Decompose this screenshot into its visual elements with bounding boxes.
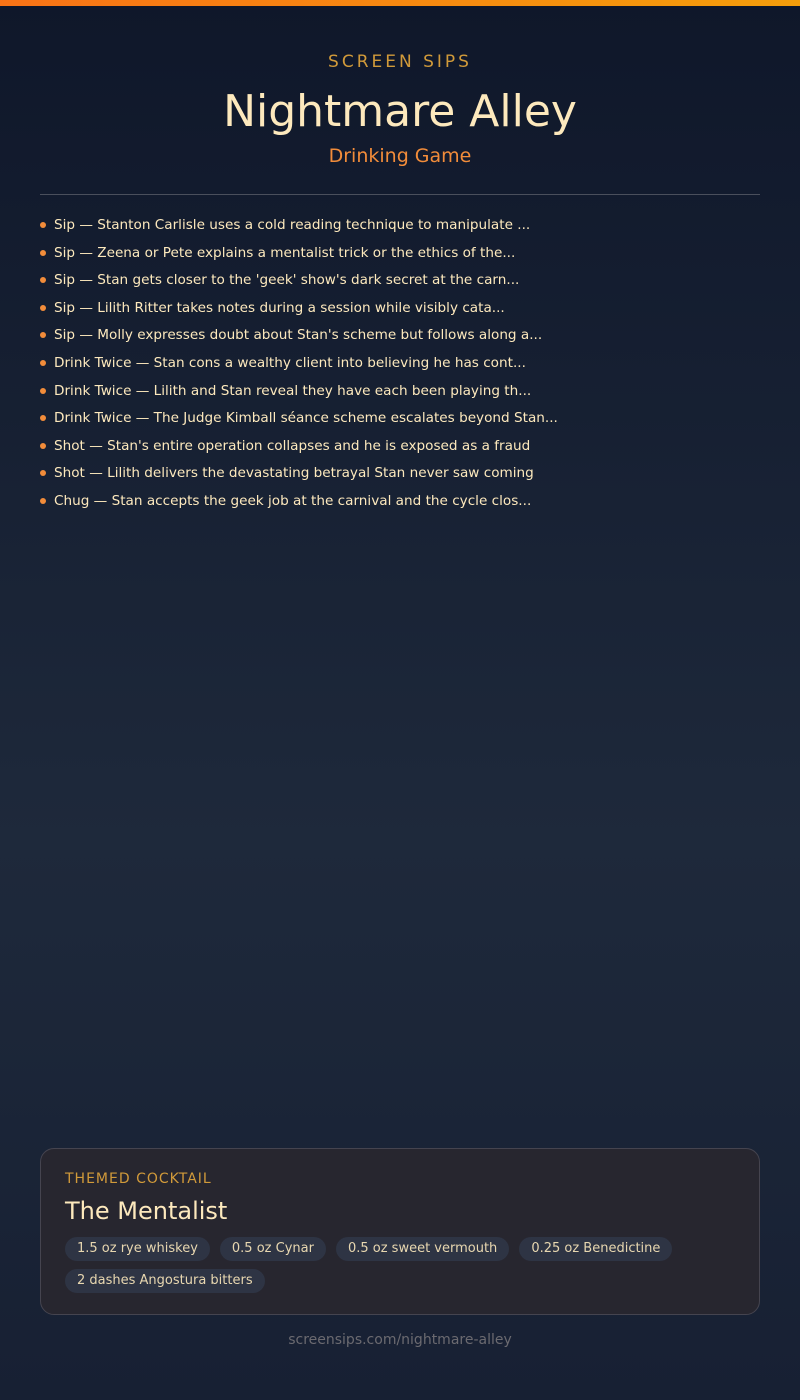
- rule-item: [40, 267, 760, 295]
- rule-item: [40, 460, 760, 488]
- rule-text: Drink Twice — The Judge Kimball séance scheme escalates beyond Stan...: [54, 410, 558, 427]
- rule-text: Shot — Stan's entire operation collapses and he is exposed as a fraud: [54, 437, 531, 454]
- brand-label: SCREEN SIPS: [328, 52, 472, 72]
- cocktail-label: THEMED COCKTAIL: [65, 1171, 212, 1187]
- bullet-icon: [40, 250, 46, 256]
- rule-item: [40, 350, 760, 378]
- ingredient-chip: 2 dashes Angostura bitters: [65, 1269, 265, 1293]
- rule-item: [40, 240, 760, 268]
- rule-item: [40, 378, 760, 406]
- rule-text: Drink Twice — Lilith and Stan reveal they have each been playing th...: [54, 382, 532, 399]
- rule-item: [40, 488, 760, 516]
- ingredient-chip: 0.5 oz sweet vermouth: [336, 1237, 509, 1261]
- rules-list: [40, 212, 760, 516]
- page-subtitle: Drinking Game: [328, 145, 472, 167]
- cocktail-card: [40, 1148, 760, 1315]
- bullet-icon: [40, 360, 46, 366]
- cocktail-name: The Mentalist: [65, 1197, 228, 1225]
- bullet-icon: [40, 277, 46, 283]
- header-divider: [40, 194, 760, 195]
- rule-item: [40, 433, 760, 461]
- rule-text: Sip — Stanton Carlisle uses a cold reading technique to manipulate ...: [54, 217, 531, 233]
- rule-text: Sip — Lilith Ritter takes notes during a session while visibly cata...: [54, 299, 505, 316]
- rule-text: Shot — Lilith delivers the devastating betrayal Stan never saw coming: [54, 465, 534, 482]
- bullet-icon: [40, 388, 46, 394]
- rule-text: Sip — Molly expresses doubt about Stan's scheme but follows along a...: [54, 327, 543, 344]
- rule-text: Sip — Stan gets closer to the 'geek' show's dark secret at the carn...: [54, 272, 520, 289]
- bullet-icon: [40, 222, 46, 228]
- rule-item: [40, 295, 760, 323]
- ingredient-chip: 0.25 oz Benedictine: [519, 1237, 672, 1261]
- rule-item: [40, 405, 760, 433]
- rule-item: [40, 212, 760, 240]
- footer-url: screensips.com/nightmare-alley: [288, 1332, 512, 1348]
- rule-text: Chug — Stan accepts the geek job at the carnival and the cycle clos...: [54, 492, 532, 509]
- top-accent-bar: [0, 0, 800, 6]
- ingredient-list: [65, 1237, 745, 1293]
- rule-text: Sip — Zeena or Pete explains a mentalist trick or the ethics of the...: [54, 244, 516, 261]
- ingredient-chip: 1.5 oz rye whiskey: [65, 1237, 210, 1261]
- bullet-icon: [40, 332, 46, 338]
- bullet-icon: [40, 498, 46, 504]
- ingredient-chip: 0.5 oz Cynar: [220, 1237, 326, 1261]
- page-title: Nightmare Alley: [223, 86, 577, 137]
- rule-text: Drink Twice — Stan cons a wealthy client into believing he has cont...: [54, 354, 526, 371]
- bullet-icon: [40, 443, 46, 449]
- bullet-icon: [40, 415, 46, 421]
- bullet-icon: [40, 470, 46, 476]
- rule-item: [40, 322, 760, 350]
- bullet-icon: [40, 305, 46, 311]
